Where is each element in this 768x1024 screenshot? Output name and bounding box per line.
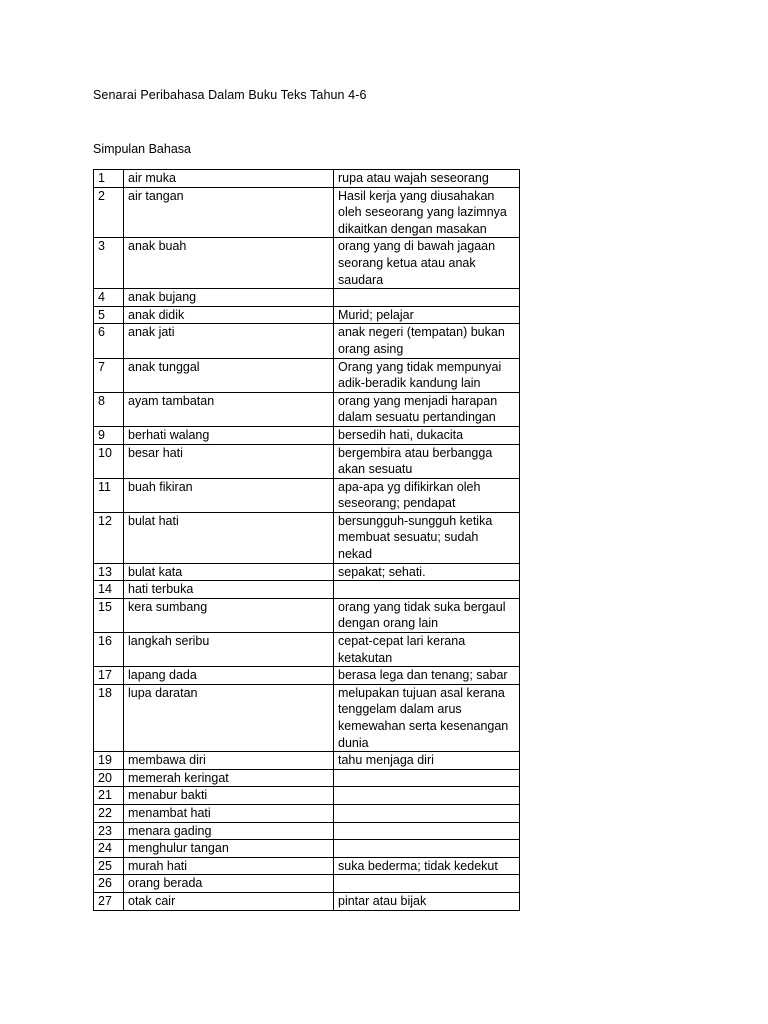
row-meaning [334, 769, 520, 787]
row-term: otak cair [124, 892, 334, 910]
row-number: 11 [94, 478, 124, 512]
row-meaning: suka bederma; tidak kedekut [334, 857, 520, 875]
row-term: buah fikiran [124, 478, 334, 512]
row-meaning [334, 822, 520, 840]
row-meaning: orang yang tidak suka bergaul dengan orang lain [334, 598, 520, 632]
table-row [94, 752, 520, 770]
row-meaning: Murid; pelajar [334, 306, 520, 324]
table-body [94, 170, 520, 911]
row-number: 25 [94, 857, 124, 875]
row-term: orang berada [124, 875, 334, 893]
table-row [94, 684, 520, 751]
row-number: 16 [94, 633, 124, 667]
row-term: hati terbuka [124, 581, 334, 599]
table-row [94, 170, 520, 188]
peribahasa-table [93, 169, 520, 911]
row-number: 21 [94, 787, 124, 805]
row-meaning: orang yang di bawah jagaan seorang ketua atau anak saudara [334, 238, 520, 289]
row-meaning: Hasil kerja yang diusahakan oleh seseorang yang lazimnya dikaitkan dengan masakan [334, 187, 520, 238]
row-term: langkah seribu [124, 633, 334, 667]
row-meaning [334, 875, 520, 893]
table-row [94, 840, 520, 858]
table-row [94, 392, 520, 426]
row-term: menambat hati [124, 804, 334, 822]
row-term: menara gading [124, 822, 334, 840]
row-meaning [334, 804, 520, 822]
table-row [94, 667, 520, 685]
row-number: 2 [94, 187, 124, 238]
row-term: berhati walang [124, 426, 334, 444]
row-term: air tangan [124, 187, 334, 238]
row-term: bulat hati [124, 512, 334, 563]
table-row [94, 289, 520, 307]
row-number: 18 [94, 684, 124, 751]
row-meaning: Orang yang tidak mempunyai adik-beradik kandung lain [334, 358, 520, 392]
row-number: 17 [94, 667, 124, 685]
row-number: 22 [94, 804, 124, 822]
table-row [94, 633, 520, 667]
table-row [94, 444, 520, 478]
row-meaning [334, 787, 520, 805]
table-row [94, 822, 520, 840]
row-term: murah hati [124, 857, 334, 875]
table-row [94, 358, 520, 392]
row-term: anak bujang [124, 289, 334, 307]
table-row [94, 306, 520, 324]
table-row [94, 875, 520, 893]
table-row [94, 324, 520, 358]
row-meaning: pintar atau bijak [334, 892, 520, 910]
row-term: membawa diri [124, 752, 334, 770]
row-number: 7 [94, 358, 124, 392]
row-number: 5 [94, 306, 124, 324]
row-number: 9 [94, 426, 124, 444]
row-number: 1 [94, 170, 124, 188]
row-number: 6 [94, 324, 124, 358]
row-meaning: apa-apa yg difikirkan oleh seseorang; pendapat [334, 478, 520, 512]
table-row [94, 512, 520, 563]
table-row [94, 804, 520, 822]
row-meaning [334, 289, 520, 307]
row-number: 12 [94, 512, 124, 563]
row-term: anak tunggal [124, 358, 334, 392]
row-number: 4 [94, 289, 124, 307]
row-term: anak jati [124, 324, 334, 358]
table-row [94, 563, 520, 581]
document-title: Senarai Peribahasa Dalam Buku Teks Tahun 4-6 [93, 88, 367, 102]
row-meaning [334, 840, 520, 858]
row-number: 24 [94, 840, 124, 858]
row-number: 15 [94, 598, 124, 632]
row-number: 8 [94, 392, 124, 426]
row-term: menghulur tangan [124, 840, 334, 858]
row-term: ayam tambatan [124, 392, 334, 426]
row-term: bulat kata [124, 563, 334, 581]
row-number: 3 [94, 238, 124, 289]
row-number: 10 [94, 444, 124, 478]
row-meaning: cepat-cepat lari kerana ketakutan [334, 633, 520, 667]
row-meaning: bergembira atau berbangga akan sesuatu [334, 444, 520, 478]
row-term: besar hati [124, 444, 334, 478]
row-number: 26 [94, 875, 124, 893]
row-term: lupa daratan [124, 684, 334, 751]
row-number: 23 [94, 822, 124, 840]
row-meaning: berasa lega dan tenang; sabar [334, 667, 520, 685]
row-term: kera sumbang [124, 598, 334, 632]
row-term: air muka [124, 170, 334, 188]
row-number: 20 [94, 769, 124, 787]
row-meaning: anak negeri (tempatan) bukan orang asing [334, 324, 520, 358]
row-term: memerah keringat [124, 769, 334, 787]
row-number: 27 [94, 892, 124, 910]
table-row [94, 787, 520, 805]
table-row [94, 426, 520, 444]
table-row [94, 857, 520, 875]
row-meaning: bersungguh-sungguh ketika membuat sesuatu; sudah nekad [334, 512, 520, 563]
row-number: 19 [94, 752, 124, 770]
table-row [94, 892, 520, 910]
row-meaning [334, 581, 520, 599]
row-meaning: sepakat; sehati. [334, 563, 520, 581]
table-row [94, 478, 520, 512]
table-row [94, 581, 520, 599]
row-term: lapang dada [124, 667, 334, 685]
table-row [94, 769, 520, 787]
table-row [94, 598, 520, 632]
table-row [94, 238, 520, 289]
section-title: Simpulan Bahasa [93, 142, 191, 156]
row-number: 14 [94, 581, 124, 599]
row-term: anak didik [124, 306, 334, 324]
row-meaning: melupakan tujuan asal kerana tenggelam dalam arus kemewahan serta kesenangan dunia [334, 684, 520, 751]
row-meaning: bersedih hati, dukacita [334, 426, 520, 444]
row-number: 13 [94, 563, 124, 581]
row-meaning: rupa atau wajah seseorang [334, 170, 520, 188]
table-row [94, 187, 520, 238]
row-term: anak buah [124, 238, 334, 289]
row-meaning: orang yang menjadi harapan dalam sesuatu pertandingan [334, 392, 520, 426]
row-meaning: tahu menjaga diri [334, 752, 520, 770]
row-term: menabur bakti [124, 787, 334, 805]
